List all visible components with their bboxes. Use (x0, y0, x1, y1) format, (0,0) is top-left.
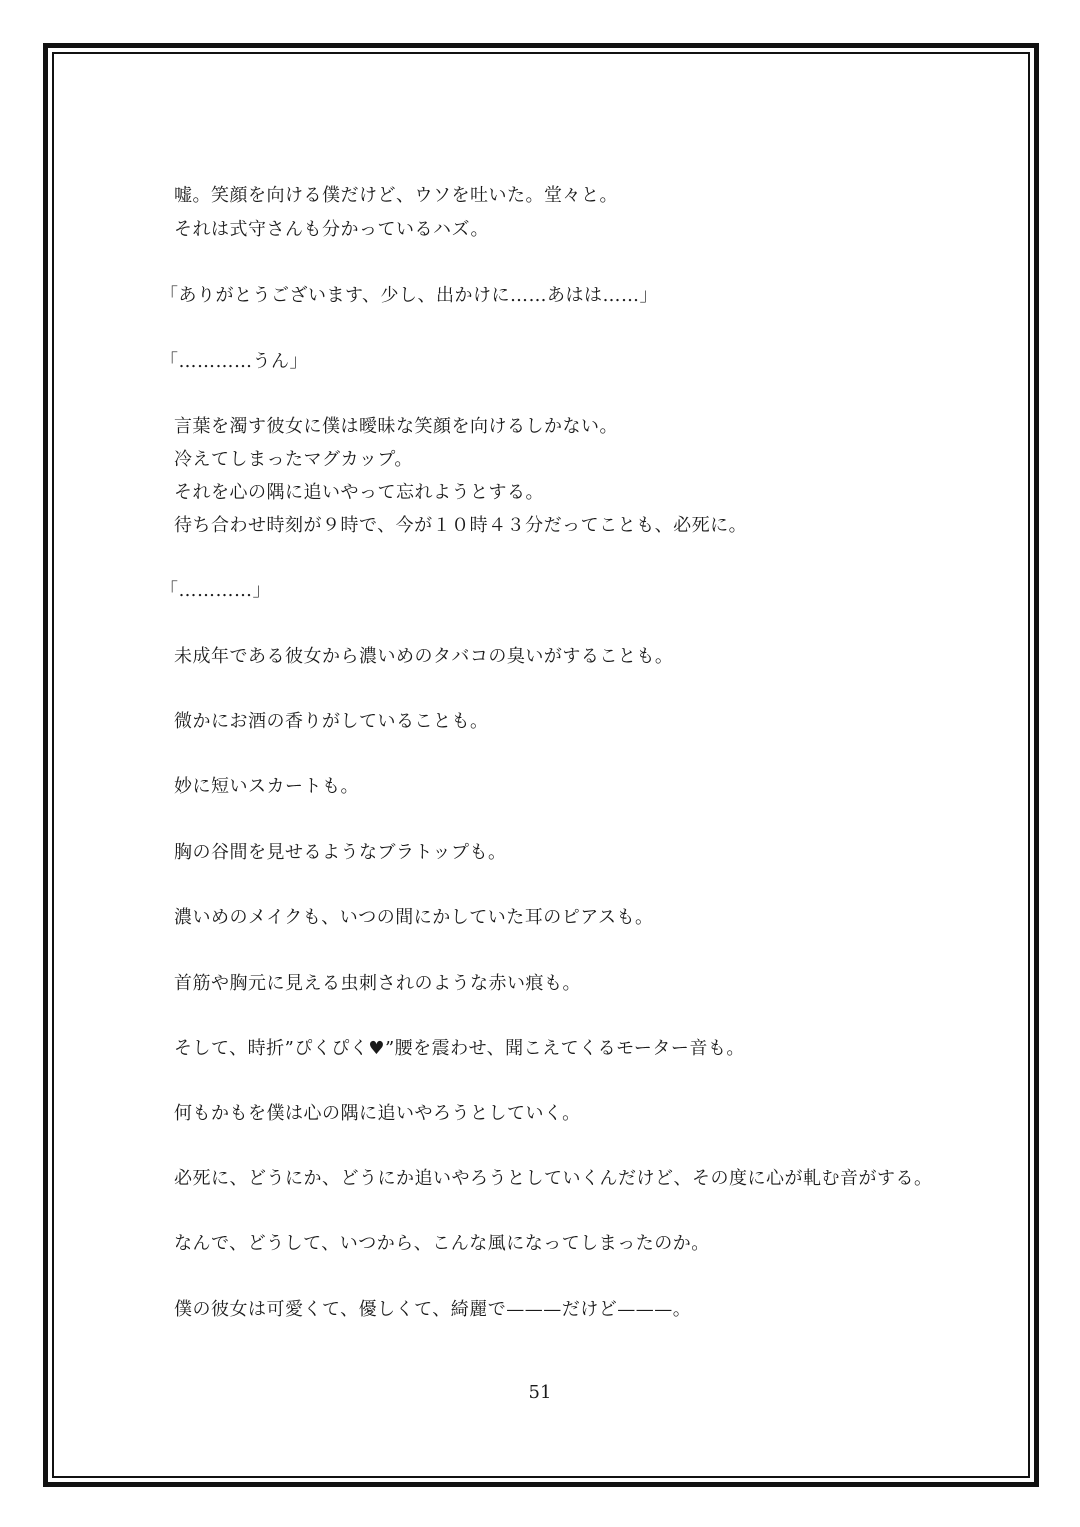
text-line: 微かにお酒の香りがしていることも。 (174, 711, 489, 732)
text-line: 胸の谷間を見せるようなブラトップも。 (174, 842, 507, 863)
text-line: 必死に、どうにか、どうにか追いやろうとしていくんだけど、その度に心が軋む音がする。 (174, 1168, 933, 1189)
text-line: 嘘。笑顔を向ける僕だけど、ウソを吐いた。堂々と。 (174, 185, 618, 206)
text-line: 言葉を濁す彼女に僕は曖昧な笑顔を向けるしかない。 (174, 416, 618, 437)
text-line: 僕の彼女は可愛くて、優しくて、綺麗で———だけど———。 (174, 1299, 692, 1320)
text-line: そして、時折”ぴくぴく♥”腰を震わせ、聞こえてくるモーター音も。 (174, 1038, 745, 1059)
page-number: 51 (528, 1382, 552, 1403)
text-line: それを心の隅に追いやって忘れようとする。 (174, 482, 544, 503)
dialogue-line: 「…………うん」 (160, 351, 308, 372)
text-line: 未成年である彼女から濃いめのタバコの臭いがすることも。 (174, 646, 674, 667)
text-line: 待ち合わせ時刻が９時で、今が１０時４３分だってことも、必死に。 (174, 515, 748, 536)
text-line: なんで、どうして、いつから、こんな風になってしまったのか。 (174, 1233, 710, 1254)
dialogue-line: 「…………」 (160, 580, 271, 601)
text-line: 妙に短いスカートも。 (174, 776, 359, 797)
dialogue-line: 「ありがとうございます、少し、出かけに……あはは……」 (160, 285, 659, 306)
text-line: 首筋や胸元に見える虫刺されのような赤い痕も。 (174, 973, 581, 994)
text-line: それは式守さんも分かっているハズ。 (174, 219, 490, 240)
text-line: 何もかもを僕は心の隅に追いやろうとしていく。 (174, 1103, 581, 1124)
text-line: 冷えてしまったマグカップ。 (174, 449, 413, 470)
text-line: 濃いめのメイクも、いつの間にかしていた耳のピアスも。 (174, 907, 654, 928)
